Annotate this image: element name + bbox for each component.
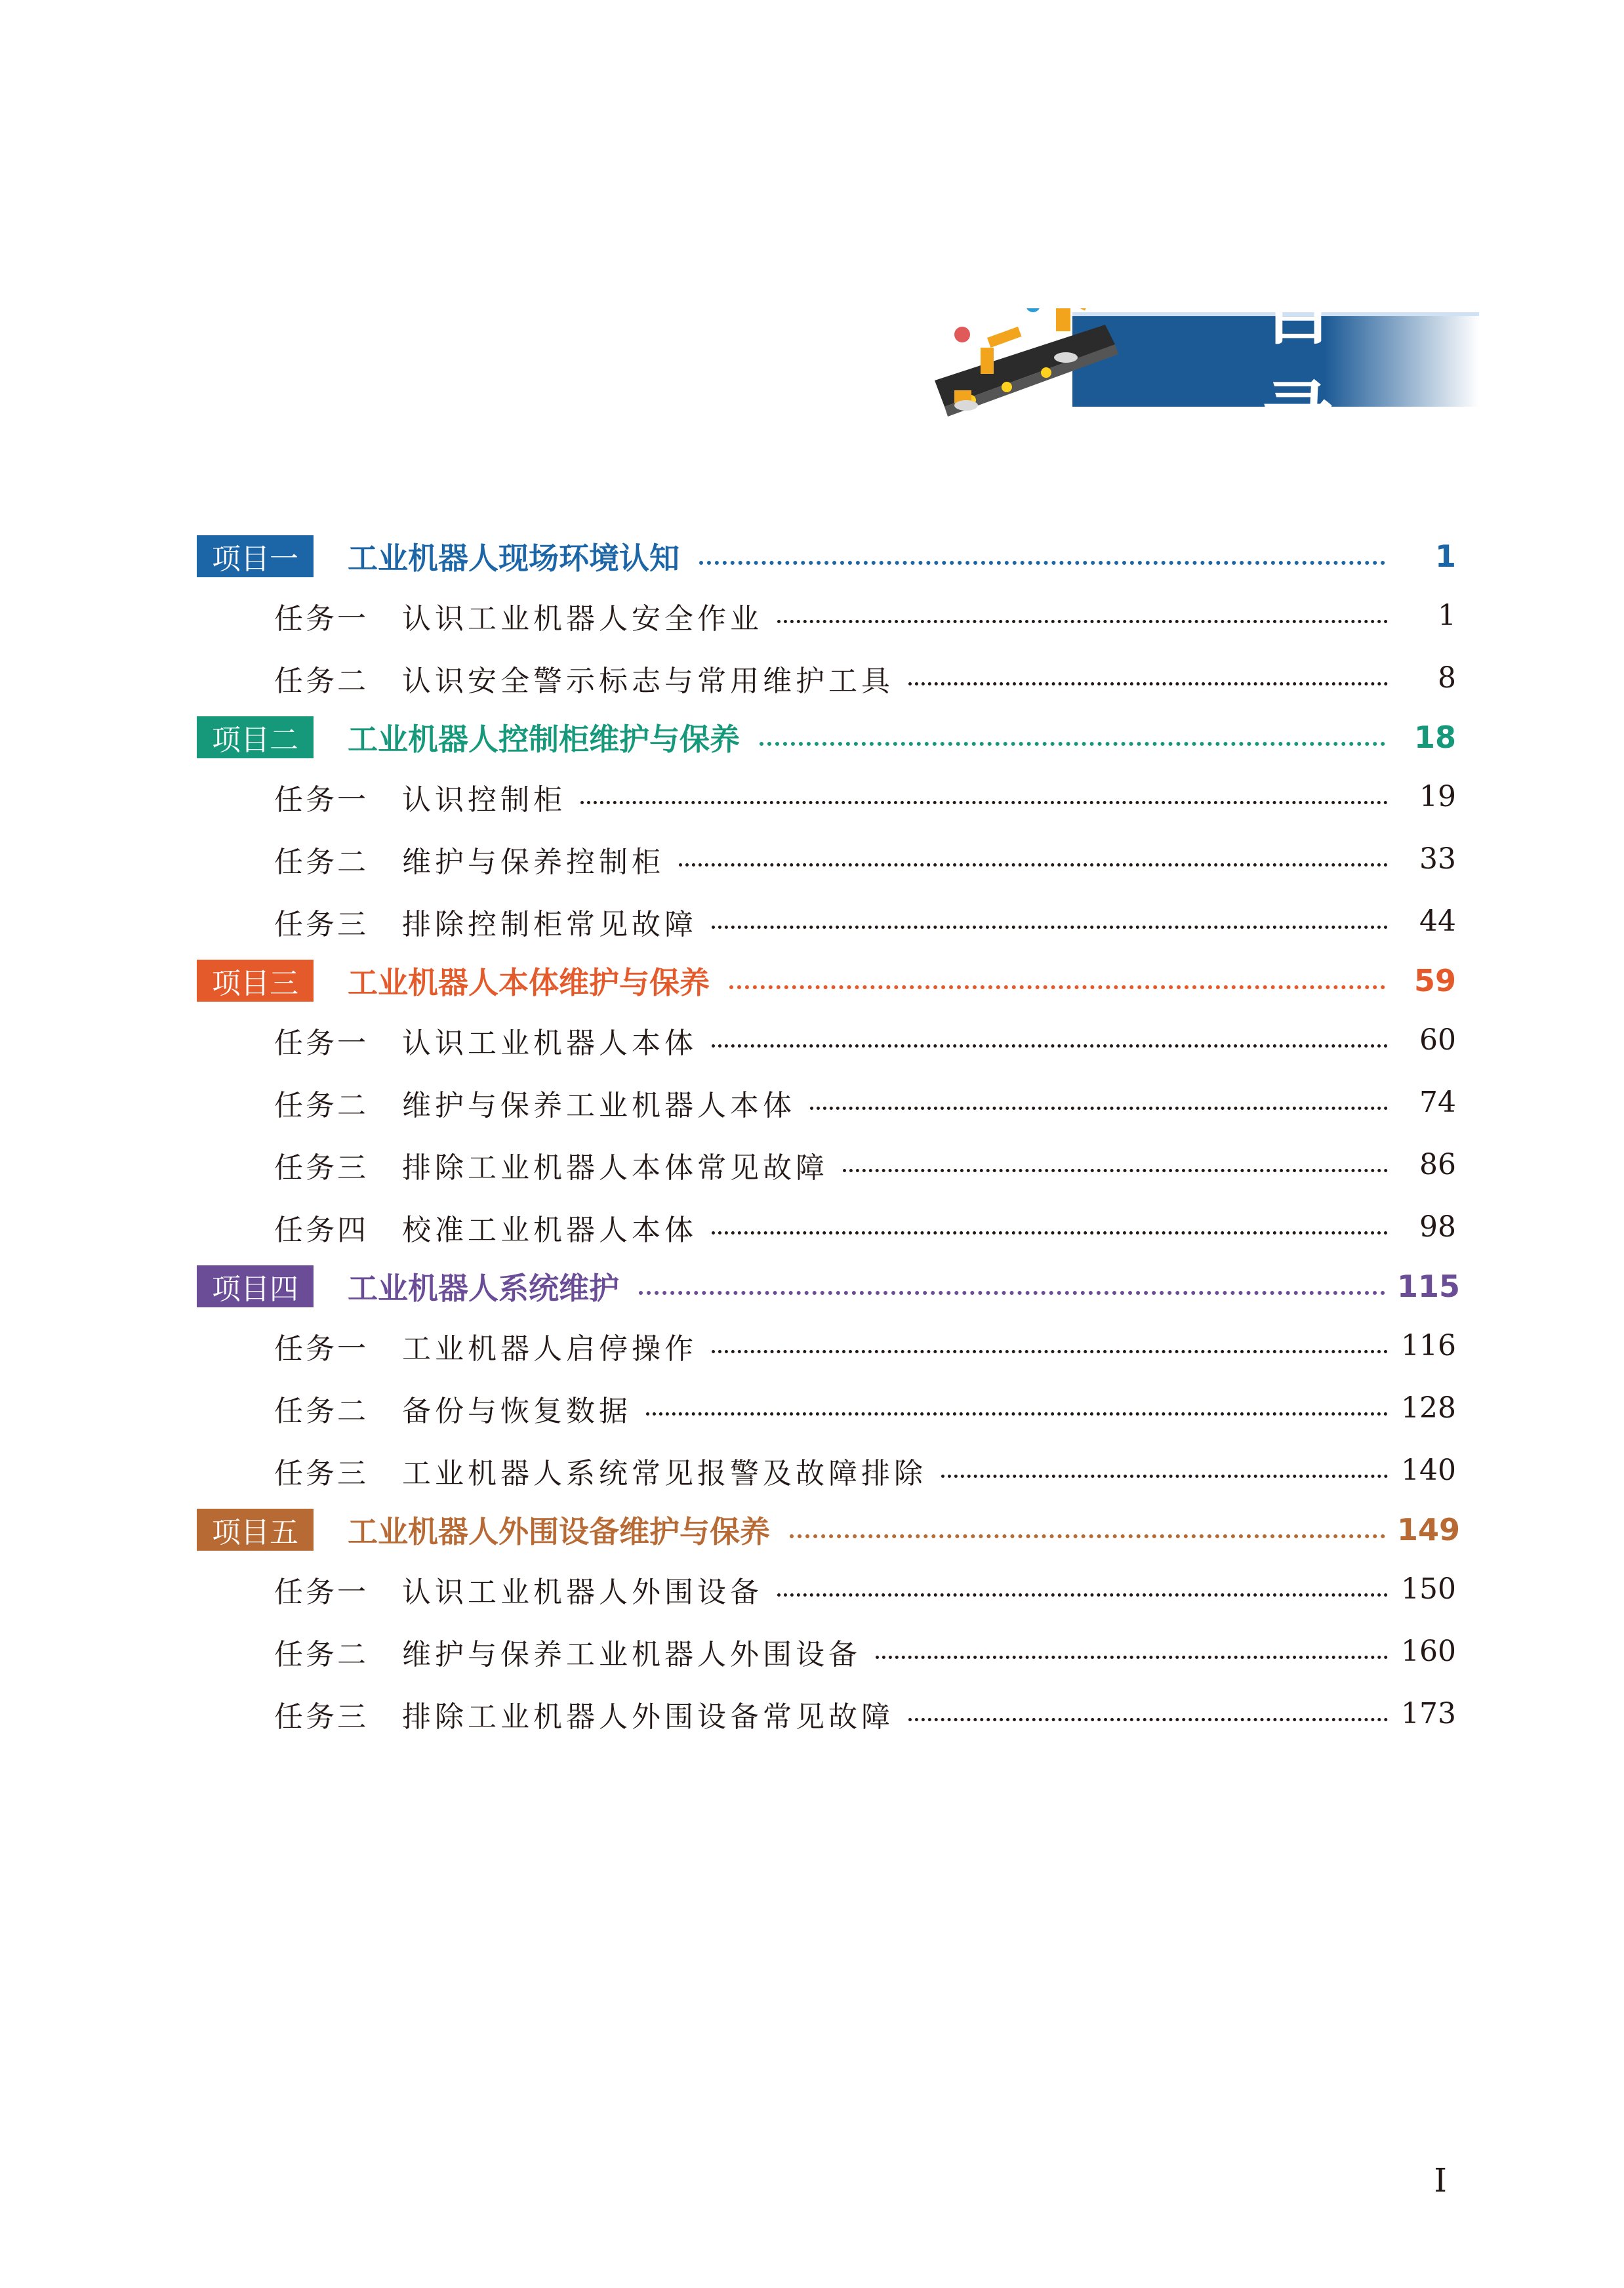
- task-page-number: 1: [1438, 599, 1456, 632]
- task-page-number: 44: [1419, 905, 1456, 938]
- task-title: 认识工业机器人本体: [402, 1026, 697, 1060]
- task-number: 任务三: [274, 1700, 369, 1734]
- dotted-leader: [712, 926, 1388, 929]
- dotted-leader: [712, 1044, 1388, 1048]
- dotted-leader: [712, 1350, 1388, 1353]
- dotted-leader: [790, 1534, 1385, 1538]
- task-number: 任务二: [274, 664, 369, 698]
- task-title: 维护与保养工业机器人外围设备: [402, 1637, 861, 1671]
- project-page-number: 59: [1413, 963, 1456, 998]
- task-row[interactable]: [197, 1134, 1456, 1196]
- task-title: 工业机器人系统常见报警及故障排除: [402, 1456, 927, 1490]
- dotted-leader: [760, 742, 1385, 746]
- dotted-leader: [876, 1656, 1388, 1659]
- project-title: 工业机器人外围设备维护与保养: [348, 1514, 770, 1549]
- task-row[interactable]: [197, 1315, 1456, 1377]
- task-title: 维护与保养控制柜: [402, 845, 664, 879]
- task-number: 任务二: [274, 1394, 369, 1428]
- task-title: 维护与保养工业机器人本体: [402, 1088, 796, 1122]
- project-page-number: 115: [1397, 1269, 1461, 1304]
- task-row[interactable]: [197, 1377, 1456, 1439]
- table-of-contents: [197, 528, 1461, 1745]
- task-title: 工业机器人启停操作: [402, 1332, 697, 1366]
- dotted-leader: [639, 1291, 1385, 1295]
- task-title: 备份与恢复数据: [402, 1394, 632, 1428]
- task-title: 排除控制柜常见故障: [402, 907, 697, 941]
- dotted-leader: [679, 863, 1388, 867]
- task-title: 排除工业机器人外围设备常见故障: [402, 1700, 894, 1734]
- dotted-leader: [777, 1593, 1388, 1597]
- task-row[interactable]: [197, 647, 1456, 709]
- task-page-number: 8: [1438, 661, 1456, 695]
- task-page-number: 98: [1419, 1210, 1456, 1244]
- task-row[interactable]: [197, 1196, 1456, 1258]
- task-row[interactable]: [197, 766, 1456, 828]
- dotted-leader: [729, 985, 1385, 989]
- dotted-leader: [699, 561, 1385, 565]
- task-page-number: 150: [1401, 1572, 1456, 1606]
- project-row[interactable]: [197, 1258, 1461, 1315]
- task-number: 任务一: [274, 602, 369, 636]
- project-title: 工业机器人本体维护与保养: [348, 965, 710, 1000]
- task-page-number: 128: [1401, 1391, 1456, 1425]
- task-page-number: 19: [1419, 780, 1456, 813]
- project-row[interactable]: [197, 528, 1456, 584]
- task-number: 任务四: [274, 1213, 369, 1247]
- task-number: 任务三: [274, 1151, 369, 1185]
- project-title: 工业机器人控制柜维护与保养: [348, 722, 740, 757]
- task-row[interactable]: [197, 1439, 1456, 1502]
- project-badge: 项目二: [197, 716, 314, 758]
- task-row[interactable]: [197, 1009, 1456, 1071]
- page-number: I: [1434, 2161, 1447, 2199]
- task-title: 认识工业机器人安全作业: [402, 602, 763, 636]
- toc-title: 目 录: [1263, 272, 1439, 456]
- task-page-number: 33: [1419, 842, 1456, 876]
- task-number: 任务一: [274, 1575, 369, 1609]
- task-page-number: 116: [1401, 1329, 1456, 1362]
- task-number: 任务一: [274, 1026, 369, 1060]
- task-row[interactable]: [197, 1683, 1456, 1745]
- dotted-leader: [908, 682, 1388, 685]
- project-badge: 项目四: [197, 1265, 314, 1307]
- dotted-leader: [712, 1231, 1388, 1235]
- task-title: 认识安全警示标志与常用维护工具: [402, 664, 894, 698]
- task-row[interactable]: [197, 1071, 1456, 1134]
- toc-header-banner: [915, 272, 1479, 456]
- task-title: 认识控制柜: [402, 783, 566, 817]
- project-title: 工业机器人现场环境认知: [348, 541, 680, 576]
- project-row[interactable]: [197, 1502, 1461, 1558]
- dotted-leader: [777, 620, 1388, 623]
- task-page-number: 60: [1419, 1023, 1456, 1057]
- dotted-leader: [810, 1107, 1388, 1110]
- dotted-leader: [843, 1169, 1388, 1172]
- task-row[interactable]: [197, 1620, 1456, 1683]
- task-title: 认识工业机器人外围设备: [402, 1575, 763, 1609]
- task-title: 校准工业机器人本体: [402, 1213, 697, 1247]
- project-badge: 项目三: [197, 960, 314, 1002]
- project-row[interactable]: [197, 952, 1456, 1009]
- dotted-leader: [646, 1412, 1388, 1416]
- project-badge: 项目五: [197, 1509, 314, 1551]
- project-title: 工业机器人系统维护: [348, 1271, 619, 1306]
- task-number: 任务二: [274, 845, 369, 879]
- task-number: 任务三: [274, 1456, 369, 1490]
- project-page-number: 18: [1413, 720, 1456, 755]
- dotted-leader: [941, 1475, 1388, 1478]
- task-row[interactable]: [197, 828, 1456, 890]
- task-row[interactable]: [197, 890, 1456, 952]
- task-row[interactable]: [197, 1558, 1456, 1620]
- task-page-number: 140: [1401, 1454, 1456, 1487]
- task-page-number: 160: [1401, 1635, 1456, 1668]
- task-page-number: 173: [1401, 1697, 1456, 1730]
- dotted-leader: [580, 801, 1388, 804]
- task-number: 任务二: [274, 1088, 369, 1122]
- project-page-number: 1: [1434, 539, 1456, 574]
- task-number: 任务一: [274, 783, 369, 817]
- project-badge: 项目一: [197, 535, 314, 577]
- task-page-number: 86: [1419, 1148, 1456, 1181]
- task-row[interactable]: [197, 584, 1456, 647]
- project-row[interactable]: [197, 709, 1456, 766]
- task-number: 任务一: [274, 1332, 369, 1366]
- task-number: 任务三: [274, 907, 369, 941]
- task-number: 任务二: [274, 1637, 369, 1671]
- project-page-number: 149: [1397, 1512, 1461, 1547]
- task-page-number: 74: [1419, 1086, 1456, 1119]
- dotted-leader: [908, 1718, 1388, 1721]
- task-title: 排除工业机器人本体常见故障: [402, 1151, 828, 1185]
